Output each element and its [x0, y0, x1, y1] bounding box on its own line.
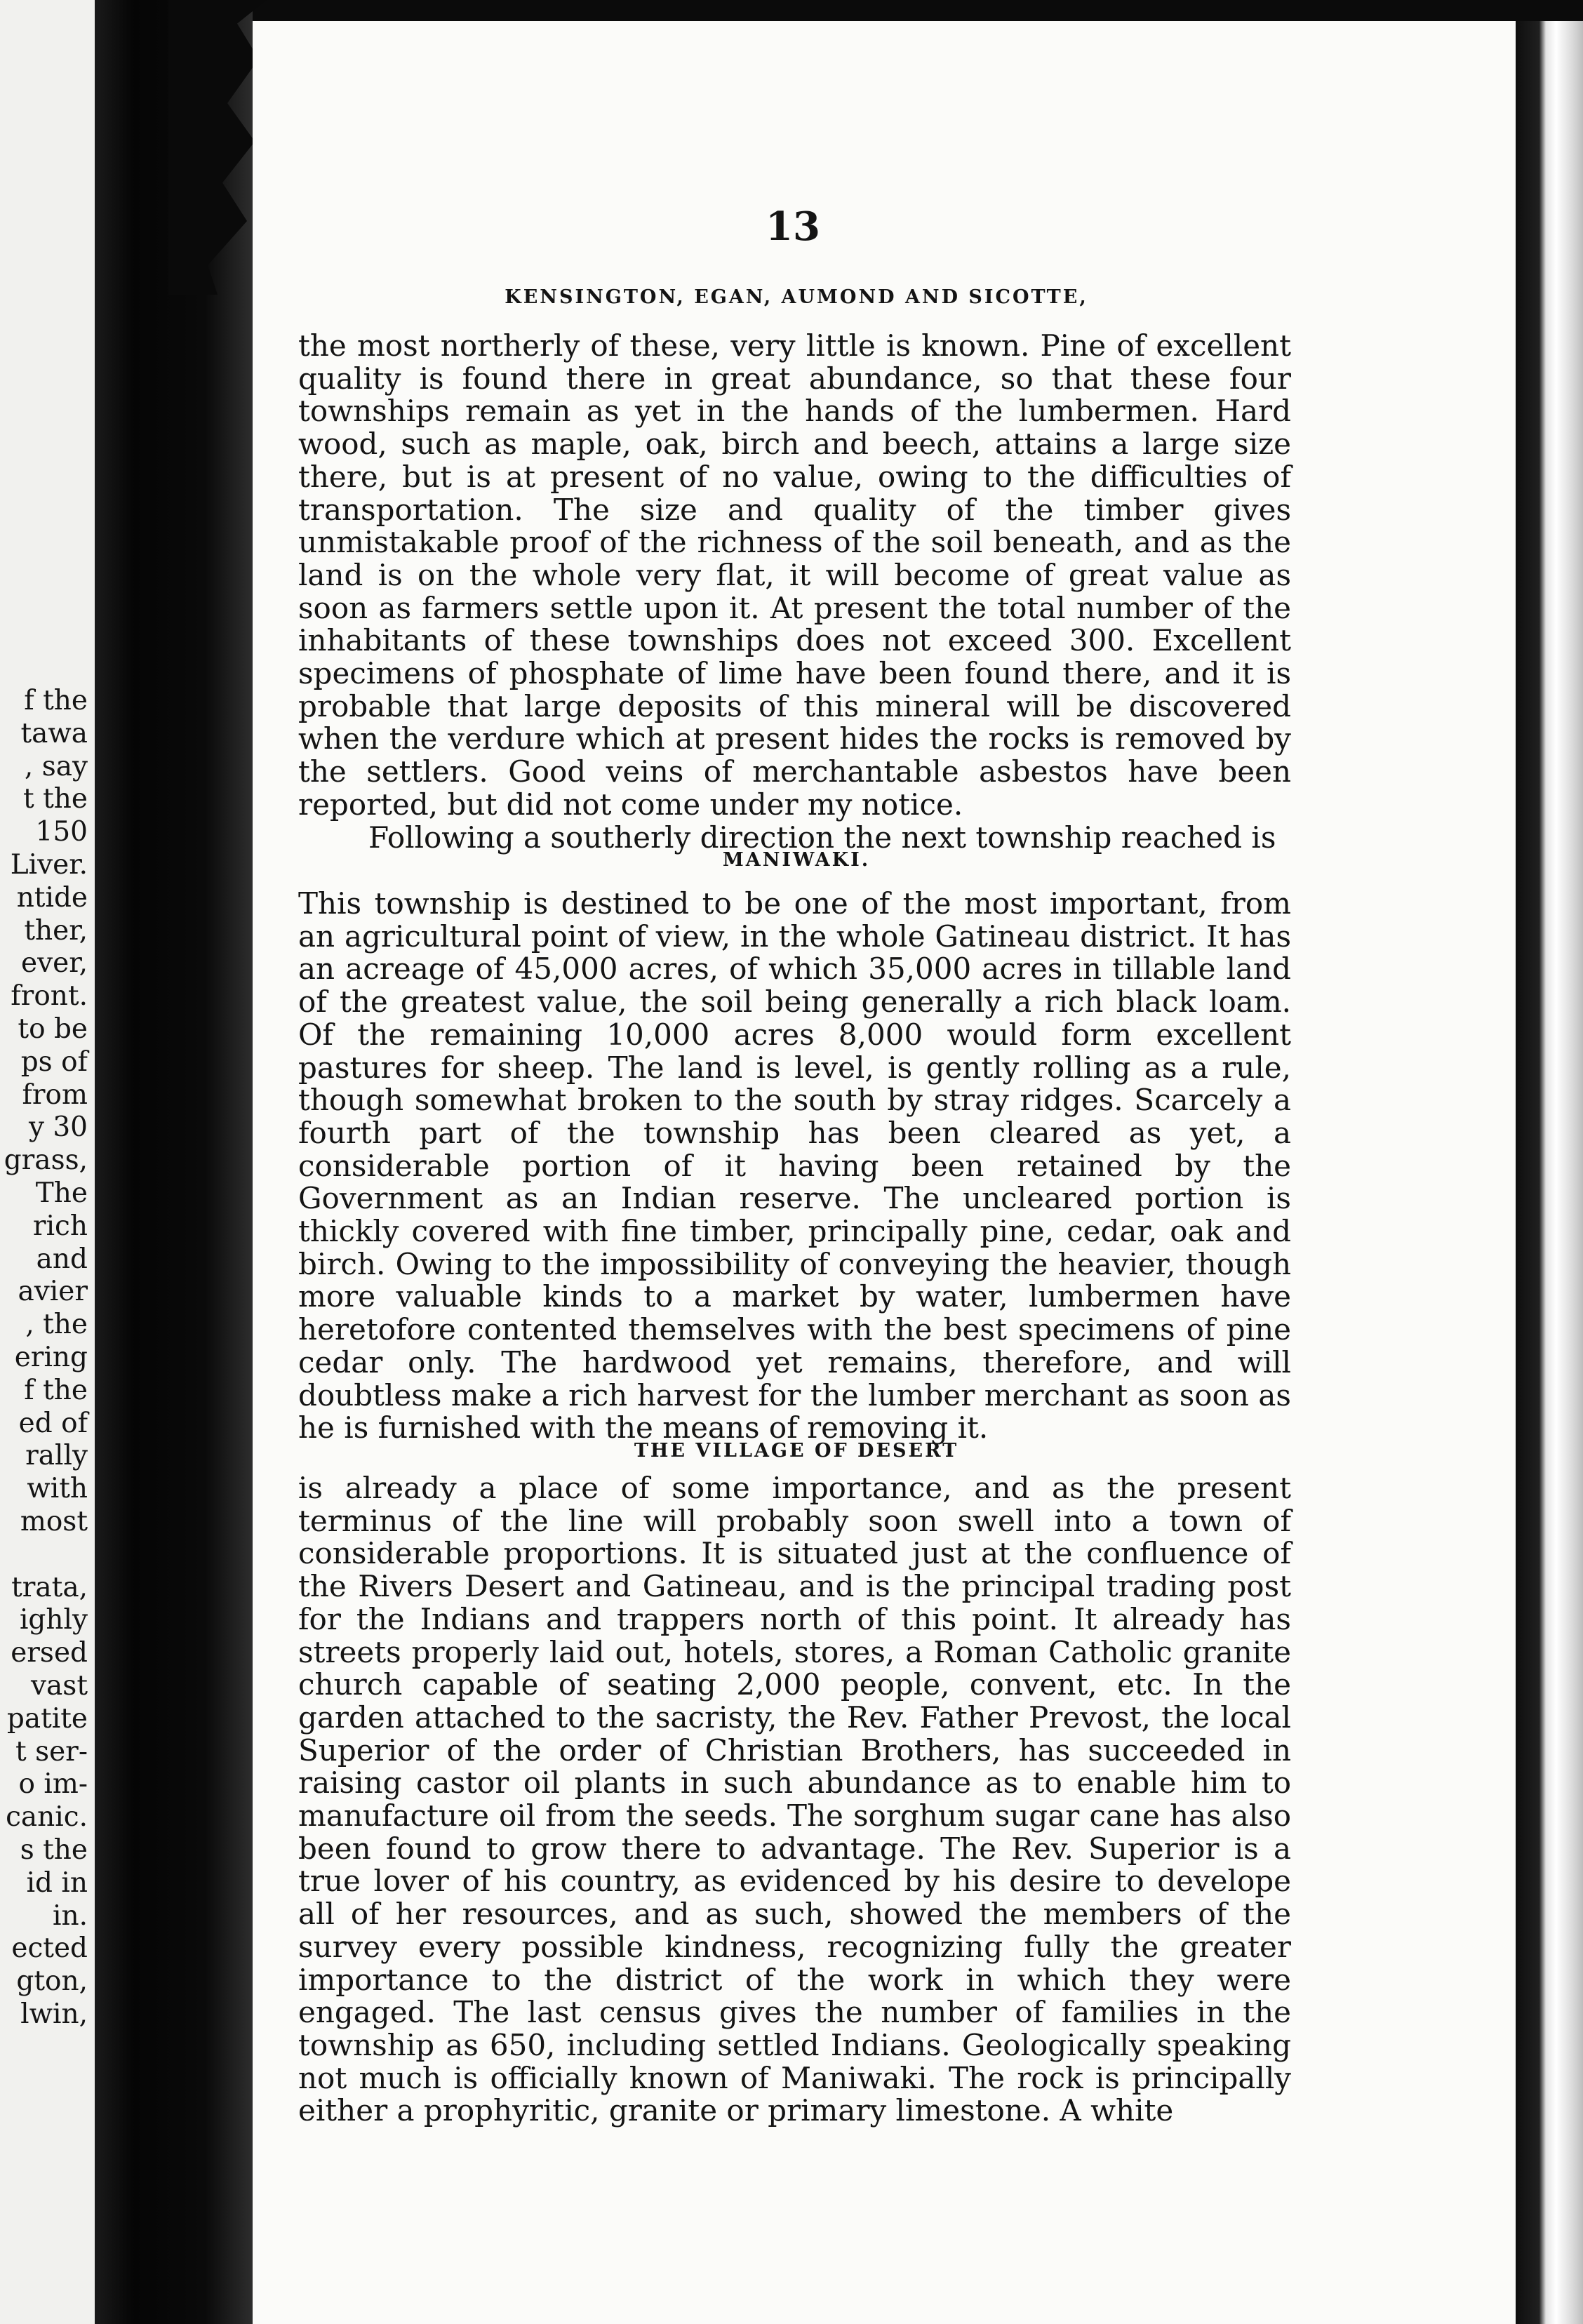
facing-page-line: gton,: [16, 1965, 88, 1998]
facing-page-line: canic.: [6, 1801, 88, 1834]
facing-page-line: o im-: [18, 1768, 88, 1801]
facing-page-line: tawa: [20, 717, 88, 749]
facing-page-line: 150: [35, 816, 88, 848]
facing-page-line: , the: [25, 1309, 88, 1341]
section-heading-village-of-desert: THE VILLAGE OF DESERT: [634, 1440, 959, 1462]
facing-page-line: in.: [53, 1899, 88, 1932]
page-number: 13: [766, 203, 820, 250]
facing-page-line: grass,: [4, 1144, 88, 1177]
facing-page-line: vast: [31, 1670, 88, 1702]
facing-page-line: ighly: [19, 1604, 88, 1636]
facing-page-line: id in: [26, 1866, 88, 1899]
facing-page-line: Liver.: [10, 849, 88, 881]
paragraph-village-of-desert: is already a place of some importance, and as the present terminus of the line will probably soon swell into a town of considerable proportions. It is situated just at the confluence of the Rivers Desert and Gatineau, and is the principal trading post for the Indians and trappers north of this point. It already has streets properly laid out, hotels, stores, a Roman Catholic granite church capable of seating 2,000 people, convent, etc. In the garden attached to the sacristy, the Rev. Father Prevost, the local Superior of the order of Christian Brothers, has succeeded in raising castor oil plants in such abundance as to enable him to manufacture oil from the seeds. The sorghum sugar cane has also been found to grow there to advantage. The Rev. Superior is a true lover of his country, as evidenced by his desire to develope all of her resources, and as such, showed the members of the survey every possible kindness, recognizing fully the greater importance to the district of the work in which they were engaged. The last census gives the number of families in the township as 650, including settled Indians. Geologically speaking not much is officially known of Maniwaki. The rock is principally either a prophyritic, granite or primary limestone. A white: [298, 1471, 1291, 2128]
facing-page-line: lwin,: [20, 1998, 88, 2030]
facing-page-line: front.: [11, 980, 88, 1013]
facing-page-line: t the: [23, 783, 88, 815]
section-heading-maniwaki: MANIWAKI.: [722, 849, 871, 871]
book-gutter: [95, 0, 253, 2324]
facing-page-line: ntide: [16, 881, 88, 914]
facing-page-line: f the: [24, 685, 88, 716]
facing-page-line: ected: [11, 1932, 88, 1965]
paragraph-maniwaki: This township is destined to be one of the most important, from an agricultural point of view, in the whole Gatineau district. It has an acreage of 45,000 acres, of which 35,000 acres in tillable land of the greatest value, the soil being generally a rich black loam. Of the remaining 10,000 acres 8,000 would form excellent pastures for sheep. The land is level, is gently rolling as a rule, though somewhat broken to the south by stray ridges. Scarcely a fourth part of the township has been cleared as yet, a considerable portion of it having been retained by the Government as an Indian reserve. The uncleared portion is thickly covered with fine timber, principally pine, cedar, oak and birch. Owing to the impossibility of conveying the heavier, though more valuable kinds to a market by water, lumbermen have heretofore contented themselves with the best specimens of pine cedar only. The hardwood yet remains, therefore, and will doubtless make a rich harvest for the lumber merchant as soon as he is furnished with the means of removing it.: [298, 886, 1291, 1445]
facing-page-line: , say: [24, 750, 88, 782]
facing-page-line: y 30: [28, 1111, 88, 1144]
facing-page-line: ersed: [11, 1637, 88, 1669]
facing-page-line: s the: [20, 1834, 88, 1866]
facing-page-line: t ser-: [15, 1735, 88, 1768]
facing-page-line: rally: [25, 1440, 88, 1472]
facing-page-line: from: [22, 1078, 88, 1111]
facing-page-line: most: [20, 1506, 88, 1537]
section-heading-kensington: KENSINGTON, EGAN, AUMOND AND SICOTTE,: [505, 286, 1088, 308]
facing-page-line: patite: [6, 1702, 88, 1735]
paragraph-kensington: the most northerly of these, very little is known. Pine of excellent quality is found there in great abundance, so that these four townships remain as yet in the hands of the lumbermen. Hard wood, such as maple, oak, birch and beech, attains a large size there, but is at present of no value, owing to the difficulties of transportation. The size and quality of the timber gives unmistakable proof of the richness of the soil beneath, and as the land is on the whole very flat, it will become of great value as soon as farmers settle upon it. At present the total number of the inhabitants of these townships does not exceed 300. Excellent specimens of phosphate of lime have been found there, and it is probable that large deposits of this mineral will be discovered when the verdure which at present hides the rocks is removed by the settlers. Good veins of merchantable asbestos have been reported, but did not come under my notice.: [298, 328, 1291, 822]
facing-page-line: rich: [32, 1210, 88, 1242]
facing-page-line: ed of: [18, 1407, 88, 1439]
facing-page-line: trata,: [11, 1571, 88, 1603]
facing-page-line: f the: [24, 1374, 88, 1406]
facing-page-line: with: [27, 1473, 88, 1505]
body-block-village-of-desert: [298, 1472, 1291, 2128]
facing-page-line: ther,: [24, 914, 88, 947]
body-block-maniwaki: [298, 888, 1291, 1445]
facing-page-fragment: [0, 0, 95, 2324]
facing-page-line: avier: [18, 1276, 88, 1308]
facing-page-line: The: [35, 1177, 88, 1209]
facing-page-line: ever,: [21, 947, 88, 980]
body-block-kensington: [298, 330, 1291, 854]
page-edge: [1516, 21, 1583, 2324]
facing-page-line: and: [36, 1243, 88, 1275]
facing-page-line: to be: [18, 1013, 88, 1045]
facing-page-line: ering: [14, 1342, 88, 1373]
facing-page-line: ps of: [20, 1046, 88, 1078]
paragraph-southerly: Following a southerly direction the next township reached is: [368, 820, 1276, 855]
